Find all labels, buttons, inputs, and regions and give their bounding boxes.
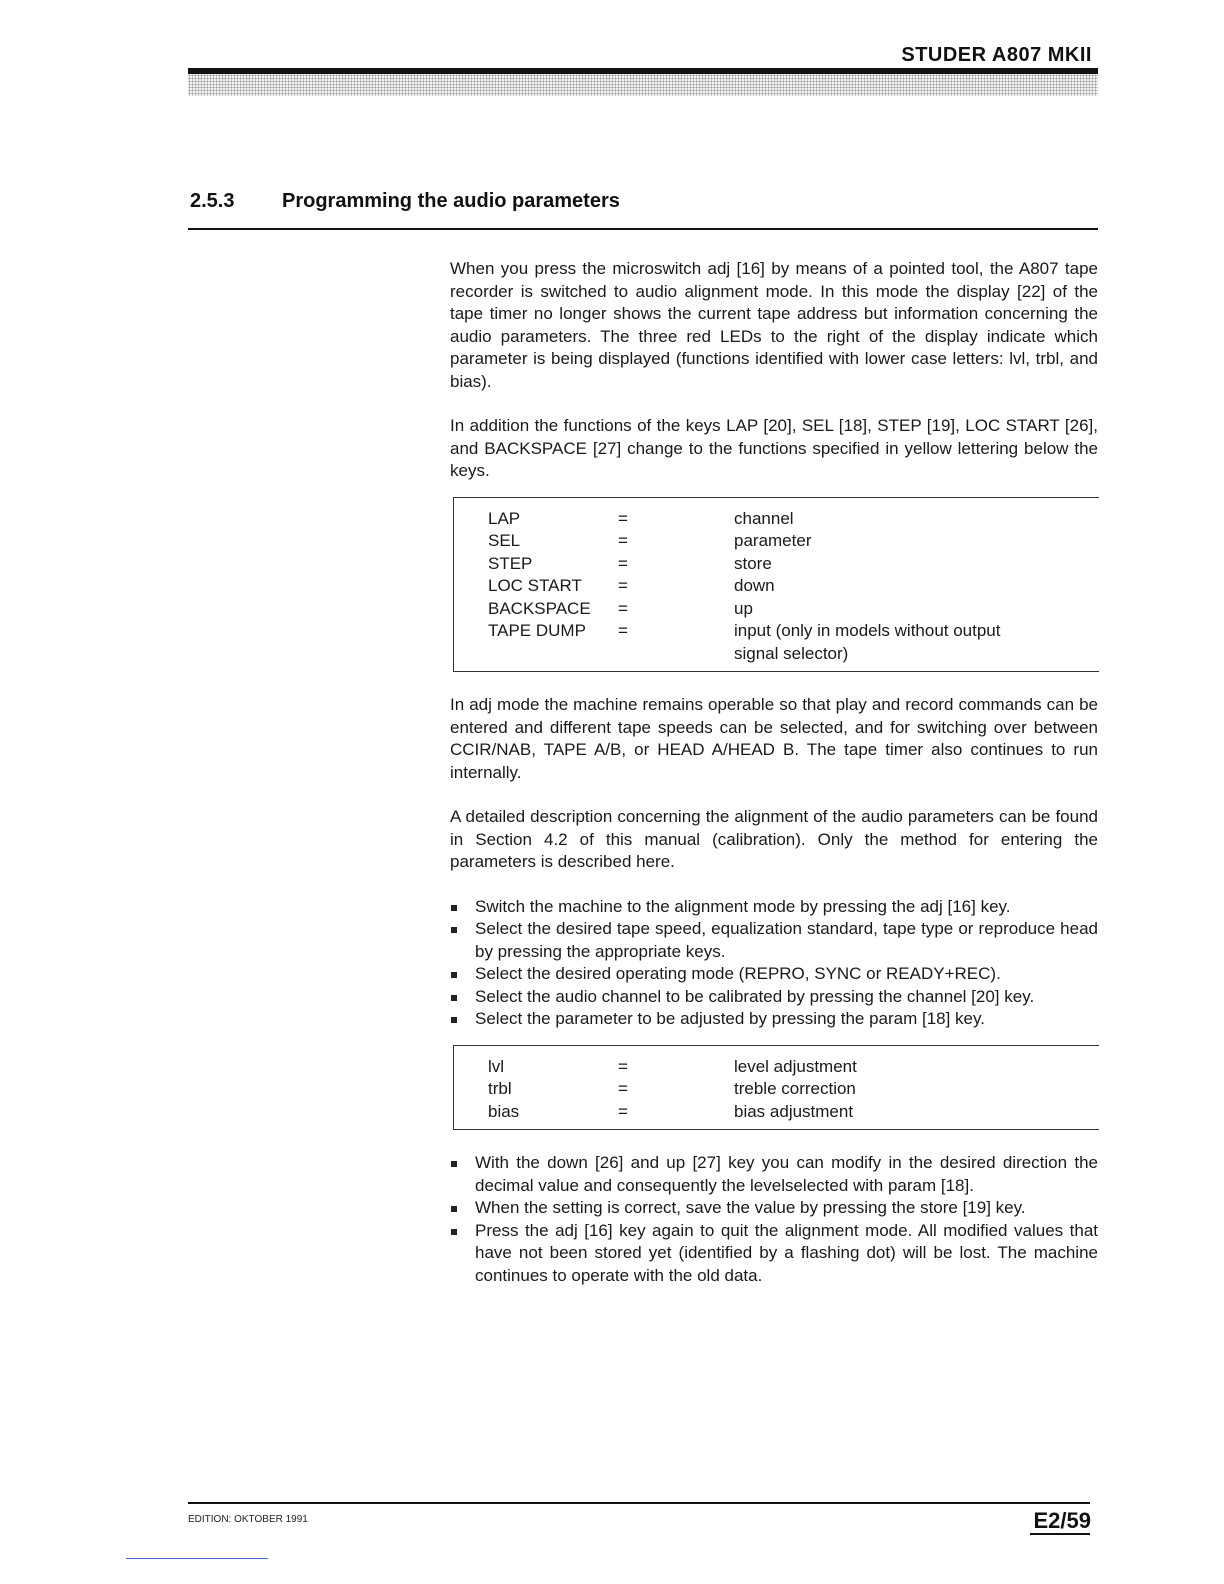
bullet-square-icon [451,1161,457,1167]
key-function-row [488,508,1099,531]
list-item [450,1152,1098,1197]
step-text: When the setting is correct, save the value by pressing the store [19] key. [475,1198,1026,1217]
header-halftone-band [188,74,1098,96]
key-name: LAP [488,508,521,528]
key-function-row [488,553,1099,576]
bullet-square-icon [451,1206,457,1212]
list-item [450,963,1098,986]
procedure-list [450,896,1098,1031]
equals-sign: = [618,576,628,595]
step-text: Press the adj [16] key again to quit the alignment mode. All modified values that have not been stored yet (identified by a flashing dot) will be lost. The machine continues to operate with the old data. [475,1220,1098,1285]
list-item [450,896,1098,919]
section-rule [188,228,1098,230]
parameter-name: bias [488,1101,520,1121]
parameter-row [488,1101,1099,1124]
parameter-name: trbl [488,1079,512,1098]
parameter-name: lvl [488,1056,505,1076]
key-function: store [734,553,772,573]
key-name: LOC START [488,576,582,595]
key-function: input (only in models without output signal selector) [734,621,1001,663]
key-function: parameter [734,531,812,550]
key-name: TAPE DUMP [488,621,586,640]
parameter-table [453,1045,1099,1131]
step-text: Select the desired tape speed, equalization standard, tape type or reproduce head by pressing the appropriate keys. [475,919,1098,961]
key-function-row [488,530,1099,553]
step-text: Select the desired operating mode (REPRO, SYNC or READY+REC). [475,964,1001,983]
equals-sign: = [618,553,628,573]
list-item [450,918,1098,963]
adj-mode-paragraph: In adj mode the machine remains operable so that play and record commands can be entered and different tape speeds can be selected, and for switching over between CCIR/NAB, TAPE A/B, or HEAD A/HEAD B. The tape timer also continues to run internally. [450,695,1098,782]
parameter-meaning: level adjustment [734,1056,857,1076]
key-name: BACKSPACE [488,598,591,618]
key-name: SEL [488,531,521,550]
step-text: With the down [26] and up [27] key you can modify in the desired direction the decimal value and consequently the levelselected with param [18]. [475,1153,1098,1195]
footer-rule [188,1502,1090,1504]
key-function-table [453,497,1099,673]
key-function-row [488,575,1099,598]
key-function: channel [734,508,794,528]
parameter-meaning: treble correction [734,1079,856,1098]
parameter-row [488,1078,1099,1101]
bullet-square-icon [451,1017,457,1023]
key-function-row [488,598,1099,621]
bullet-square-icon [451,1229,457,1235]
section-number: 2.5.3 [190,190,235,212]
parameter-row [488,1056,1099,1079]
bullet-square-icon [451,927,457,933]
equals-sign: = [618,1101,628,1121]
main-content [450,258,1098,1309]
page-number: E2/59 [1033,1508,1091,1533]
equals-sign: = [618,598,628,618]
document-title: STUDER A807 MKII [901,44,1092,66]
scan-artifact-line [126,1558,268,1559]
description-paragraph: A detailed description concerning the alignment of the audio parameters can be found in Section 4.2 of this manual (calibration). Only the method for entering the parameters is described here. [450,807,1098,871]
keys-intro-paragraph: In addition the functions of the keys LAP [20], SEL [18], STEP [19], LOC START [26], and BACKSPACE [27] change to the functions specified in yellow lettering below the keys. [450,416,1098,480]
equals-sign: = [618,621,628,640]
bullet-square-icon [451,905,457,911]
list-item [450,1220,1098,1288]
list-item [450,1008,1098,1031]
intro-paragraph: When you press the microswitch adj [16] by means of a pointed tool, the A807 tape recorder is switched to audio alignment mode. In this mode the display [22] of the tape timer no longer shows the current tape address but information concerning the audio parameters. The three red LEDs to the right of the display indicate which parameter is being displayed (functions identified with lower case letters: lvl, trbl, and bias). [450,259,1098,391]
key-function: down [734,576,775,595]
key-function-row [488,620,1099,665]
page-number-underline [1030,1533,1090,1535]
step-text: Select the audio channel to be calibrated by pressing the channel [20] key. [475,986,1035,1006]
key-function: up [734,598,753,618]
edition-label: EDITION: OKTOBER 1991 [188,1514,308,1525]
bullet-square-icon [451,995,457,1001]
parameter-meaning: bias adjustment [734,1101,854,1121]
list-item [450,986,1098,1009]
section-title: Programming the audio parameters [282,190,620,212]
key-name: STEP [488,553,533,573]
equals-sign: = [618,1056,628,1076]
step-text: Switch the machine to the alignment mode by pressing the adj [16] key. [475,896,1011,916]
equals-sign: = [618,531,628,550]
bullet-square-icon [451,972,457,978]
step-text: Select the parameter to be adjusted by pressing the param [18] key. [475,1009,985,1028]
list-item [450,1197,1098,1220]
final-steps-list [450,1152,1098,1287]
equals-sign: = [618,1079,628,1098]
equals-sign: = [618,508,628,528]
